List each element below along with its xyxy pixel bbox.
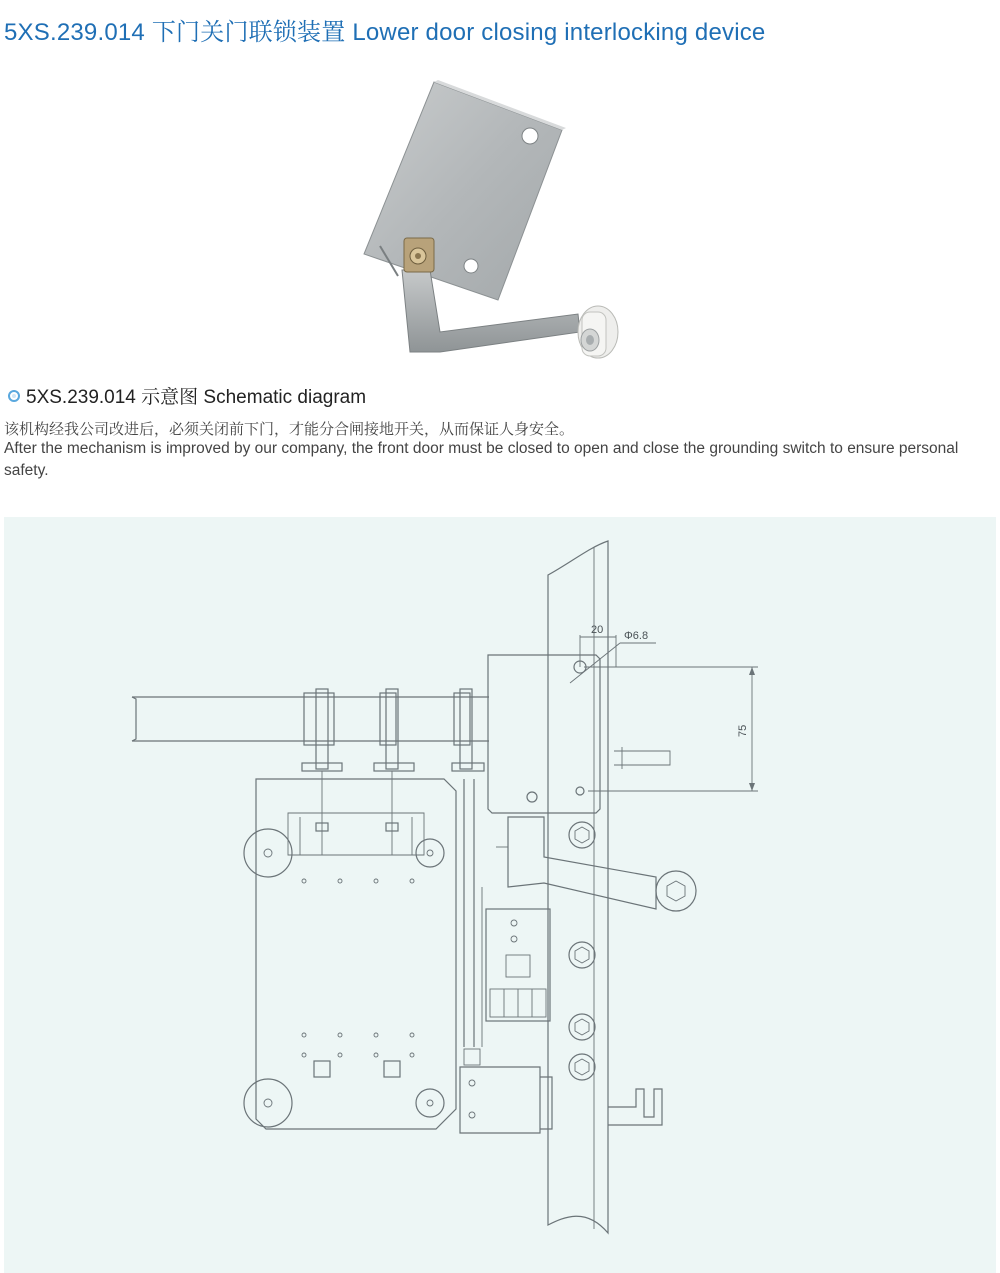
lever-roller [656, 871, 696, 911]
ring-bullet-icon [8, 390, 20, 402]
page-title: 5XS.239.014 下门关门联锁装置 Lower door closing interlocking device [4, 19, 766, 46]
roller-top-left [244, 829, 292, 877]
hex-bolts [569, 822, 595, 1080]
description-english: After the mechanism is improved by our company, the front door must be closed to open and close the grounding switch to ensure personal safety. [4, 440, 959, 479]
post-left [316, 689, 328, 769]
roller-bottom-left [244, 1079, 292, 1127]
product-photo [340, 70, 620, 370]
dim-hole-label: Φ6.8 [624, 630, 649, 642]
section-title [8, 382, 366, 409]
dim-height-label: 75 [737, 724, 749, 737]
dimension-annotations [570, 635, 758, 791]
shaft-end [132, 697, 136, 741]
roller-top-right [416, 839, 444, 867]
mechanism-plate [256, 779, 456, 1129]
lever-arm [508, 817, 656, 909]
section-title-text: 5XS.239.014 示意图 Schematic diagram [26, 387, 367, 408]
schematic-drawing [4, 517, 996, 1273]
door-edge [548, 541, 608, 1233]
dim-width-label: 20 [591, 624, 604, 636]
roller-bottom-right [416, 1089, 444, 1117]
description-chinese: 该机构经我公司改进后，必须关闭前下门，才能分合闸接地开关，从而保证人身安全。 [4, 421, 575, 438]
plate-holes [302, 879, 414, 1057]
schematic-diagram [4, 517, 996, 1273]
lower-latch [460, 1067, 540, 1133]
